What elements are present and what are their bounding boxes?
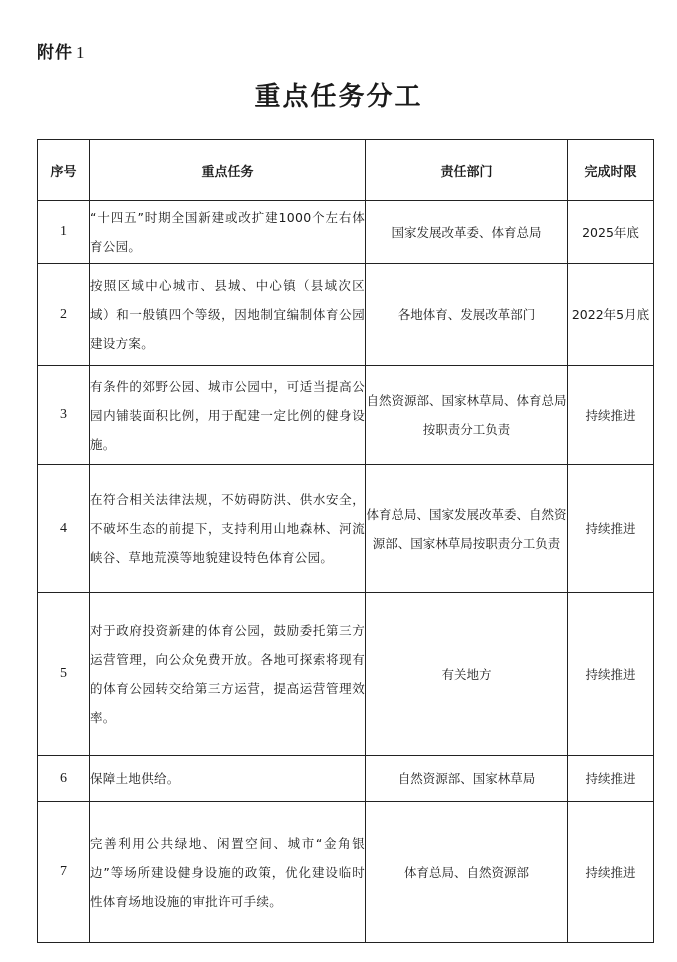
row-deadline: 2022年5月底 xyxy=(568,264,654,366)
header-deadline: 完成时限 xyxy=(568,140,654,201)
row-task: 有条件的郊野公园、城市公园中，可适当提高公园内铺装面积比例，用于配建一定比例的健身设施。 xyxy=(90,366,366,465)
row-task: 按照区域中心城市、县城、中心镇（县域次区域）和一般镇四个等级，因地制宜编制体育公园建设方案。 xyxy=(90,264,366,366)
row-task: “十四五”时期全国新建或改扩建1000个左右体育公园。 xyxy=(90,201,366,264)
row-task: 在符合相关法律法规，不妨碍防洪、供水安全，不破坏生态的前提下，支持利用山地森林、河流峡谷、草地荒漠等地貌建设特色体育公园。 xyxy=(90,465,366,593)
row-no: 5 xyxy=(38,593,90,756)
page-title: 重点任务分工 xyxy=(254,82,423,112)
row-deadline: 持续推进 xyxy=(568,465,654,593)
task-table xyxy=(37,139,654,943)
row-task: 保障土地供给。 xyxy=(90,756,366,802)
table-row xyxy=(38,366,654,465)
row-task: 完善利用公共绿地、闲置空间、城市“金角银边”等场所建设健身设施的政策，优化建设临时性体育场地设施的审批许可手续。 xyxy=(90,802,366,943)
row-no: 1 xyxy=(38,201,90,264)
header-task: 重点任务 xyxy=(90,140,366,201)
attachment-text: 附件 xyxy=(37,43,73,63)
table-row xyxy=(38,802,654,943)
table-row xyxy=(38,201,654,264)
row-deadline: 持续推进 xyxy=(568,366,654,465)
row-deadline: 持续推进 xyxy=(568,756,654,802)
row-no: 4 xyxy=(38,465,90,593)
table-row xyxy=(38,264,654,366)
header-no: 序号 xyxy=(38,140,90,201)
row-deadline: 2025年底 xyxy=(568,201,654,264)
row-deadline: 持续推进 xyxy=(568,802,654,943)
table-row xyxy=(38,593,654,756)
table-row xyxy=(38,756,654,802)
row-department: 自然资源部、国家林草局、体育总局按职责分工负责 xyxy=(366,366,568,465)
table-row xyxy=(38,465,654,593)
attachment-number: 1 xyxy=(76,43,86,62)
row-department: 各地体育、发展改革部门 xyxy=(366,264,568,366)
header-department: 责任部门 xyxy=(366,140,568,201)
row-department: 体育总局、自然资源部 xyxy=(366,802,568,943)
row-no: 7 xyxy=(38,802,90,943)
row-department: 自然资源部、国家林草局 xyxy=(366,756,568,802)
table-header-row xyxy=(38,140,654,201)
row-department: 体育总局、国家发展改革委、自然资源部、国家林草局按职责分工负责 xyxy=(366,465,568,593)
row-no: 6 xyxy=(38,756,90,802)
attachment-label xyxy=(37,38,86,63)
row-department: 有关地方 xyxy=(366,593,568,756)
row-deadline: 持续推进 xyxy=(568,593,654,756)
row-no: 3 xyxy=(38,366,90,465)
row-department: 国家发展改革委、体育总局 xyxy=(366,201,568,264)
row-no: 2 xyxy=(38,264,90,366)
row-task: 对于政府投资新建的体育公园，鼓励委托第三方运营管理，向公众免费开放。各地可探索将现有的体育公园转交给第三方运营，提高运营管理效率。 xyxy=(90,593,366,756)
